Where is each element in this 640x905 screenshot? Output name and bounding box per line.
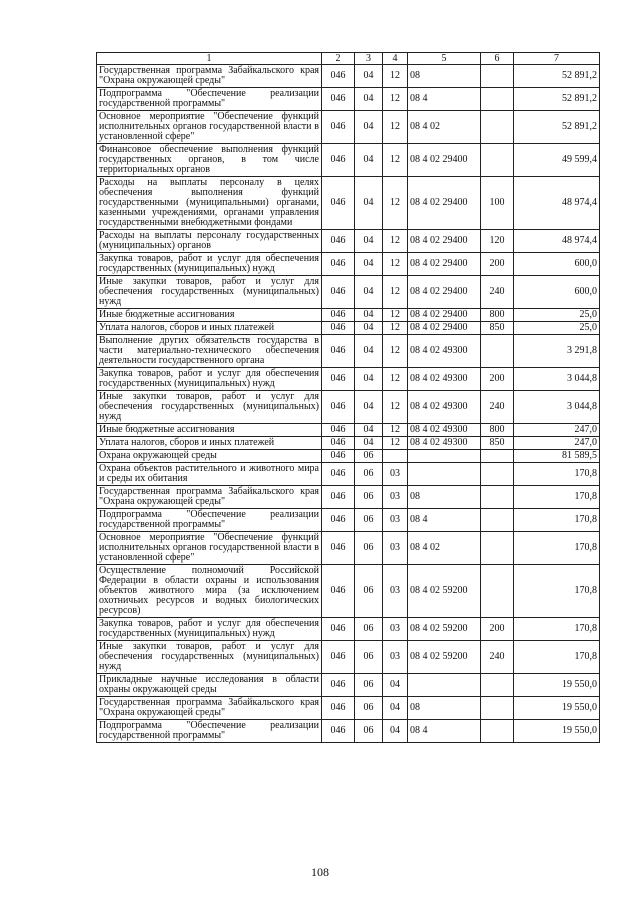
ministry-code-cell: 046: [322, 88, 355, 111]
section-cell: 04: [355, 309, 383, 322]
target-article-cell: 08 4 02 29400: [408, 144, 481, 177]
expense-type-cell: 240: [481, 641, 514, 674]
row-name-cell: Иные бюджетные ассигнования: [97, 309, 322, 322]
expense-type-cell: 850: [481, 437, 514, 450]
target-article-cell: [408, 450, 481, 463]
amount-cell: 600,0: [514, 253, 600, 276]
amount-cell: 25,0: [514, 309, 600, 322]
row-name-cell: Государственная программа Забайкальского края "Охрана окружающей среды": [97, 65, 322, 88]
ministry-code-cell: 046: [322, 177, 355, 230]
row-name-cell: Подпрограмма "Обеспечение реализации государственной программы": [97, 509, 322, 532]
budget-table: [96, 52, 600, 743]
table-body: [97, 65, 600, 743]
table-row: [97, 565, 600, 618]
row-name-cell: Охрана объектов растительного и животного мира и среды их обитания: [97, 463, 322, 486]
expense-type-cell: [481, 565, 514, 618]
expense-type-cell: [481, 65, 514, 88]
amount-cell: 52 891,2: [514, 111, 600, 144]
ministry-code-cell: 046: [322, 720, 355, 743]
row-name-cell: Основное мероприятие "Обеспечение функций исполнительных органов государственной власти в установленной сфере": [97, 111, 322, 144]
table-header-row: [97, 53, 600, 65]
ministry-code-cell: 046: [322, 276, 355, 309]
table-row: [97, 437, 600, 450]
section-cell: 04: [355, 368, 383, 391]
section-cell: 04: [355, 276, 383, 309]
table-row: [97, 65, 600, 88]
expense-type-cell: 800: [481, 309, 514, 322]
target-article-cell: 08 4 02 29400: [408, 230, 481, 253]
section-cell: 06: [355, 697, 383, 720]
target-article-cell: 08 4 02 29400: [408, 253, 481, 276]
section-cell: 06: [355, 450, 383, 463]
row-name-cell: Иные закупки товаров, работ и услуг для обеспечения государственных (муниципальных) нужд: [97, 641, 322, 674]
amount-cell: 48 974,4: [514, 177, 600, 230]
section-cell: 04: [355, 335, 383, 368]
ministry-code-cell: 046: [322, 509, 355, 532]
subsection-cell: 12: [383, 335, 408, 368]
expense-type-cell: 240: [481, 391, 514, 424]
ministry-code-cell: 046: [322, 111, 355, 144]
expense-type-cell: 100: [481, 177, 514, 230]
row-name-cell: Государственная программа Забайкальского края "Охрана окружающей среды": [97, 697, 322, 720]
target-article-cell: 08 4 02 59200: [408, 641, 481, 674]
table-row: [97, 335, 600, 368]
subsection-cell: 12: [383, 309, 408, 322]
amount-cell: 25,0: [514, 322, 600, 335]
subsection-cell: 12: [383, 276, 408, 309]
subsection-cell: 12: [383, 322, 408, 335]
ministry-code-cell: 046: [322, 253, 355, 276]
amount-cell: 49 599,4: [514, 144, 600, 177]
target-article-cell: 08: [408, 486, 481, 509]
table-row: [97, 391, 600, 424]
target-article-cell: 08 4 02 29400: [408, 322, 481, 335]
target-article-cell: 08: [408, 65, 481, 88]
ministry-code-cell: 046: [322, 309, 355, 322]
subsection-cell: 03: [383, 463, 408, 486]
table-row: [97, 532, 600, 565]
row-name-cell: Закупка товаров, работ и услуг для обеспечения государственных (муниципальных) нужд: [97, 368, 322, 391]
expense-type-cell: 240: [481, 276, 514, 309]
table-row: [97, 230, 600, 253]
ministry-code-cell: 046: [322, 641, 355, 674]
ministry-code-cell: 046: [322, 424, 355, 437]
section-cell: 04: [355, 65, 383, 88]
section-cell: 04: [355, 177, 383, 230]
section-cell: 04: [355, 424, 383, 437]
ministry-code-cell: 046: [322, 335, 355, 368]
amount-cell: 170,8: [514, 486, 600, 509]
row-name-cell: Расходы на выплаты персоналу в целях обеспечения выполнения функций государственными (муниципальными) органами, казенными учреждениями, органами управления государственными внебюджетными фондами: [97, 177, 322, 230]
target-article-cell: 08 4: [408, 720, 481, 743]
target-article-cell: 08 4 02 49300: [408, 335, 481, 368]
ministry-code-cell: 046: [322, 463, 355, 486]
row-name-cell: Закупка товаров, работ и услуг для обеспечения государственных (муниципальных) нужд: [97, 253, 322, 276]
amount-cell: 3 291,8: [514, 335, 600, 368]
expense-type-cell: 200: [481, 618, 514, 641]
expense-type-cell: 800: [481, 424, 514, 437]
row-name-cell: Охрана окружающей среды: [97, 450, 322, 463]
expense-type-cell: 200: [481, 368, 514, 391]
table-row: [97, 88, 600, 111]
section-cell: 04: [355, 230, 383, 253]
table-row: [97, 509, 600, 532]
subsection-cell: 03: [383, 532, 408, 565]
subsection-cell: 12: [383, 65, 408, 88]
row-name-cell: Основное мероприятие "Обеспечение функций исполнительных органов государственной власти в установленной сфере": [97, 532, 322, 565]
target-article-cell: 08 4 02 49300: [408, 424, 481, 437]
table-row: [97, 276, 600, 309]
amount-cell: 170,8: [514, 463, 600, 486]
page-number: 108: [311, 865, 329, 879]
table-row: [97, 618, 600, 641]
section-cell: 06: [355, 618, 383, 641]
section-cell: 04: [355, 144, 383, 177]
section-cell: 04: [355, 88, 383, 111]
ministry-code-cell: 046: [322, 230, 355, 253]
amount-cell: 52 891,2: [514, 88, 600, 111]
amount-cell: 19 550,0: [514, 720, 600, 743]
row-name-cell: Иные закупки товаров, работ и услуг для обеспечения государственных (муниципальных) нужд: [97, 276, 322, 309]
subsection-cell: 03: [383, 565, 408, 618]
row-name-cell: Иные закупки товаров, работ и услуг для обеспечения государственных (муниципальных) нужд: [97, 391, 322, 424]
section-cell: 06: [355, 674, 383, 697]
table-row: [97, 322, 600, 335]
row-name-cell: Выполнение других обязательств государства в части материально-технического обеспечения деятельности государственного органа: [97, 335, 322, 368]
ministry-code-cell: 046: [322, 618, 355, 641]
expense-type-cell: [481, 111, 514, 144]
column-header: 4: [383, 53, 408, 65]
expense-type-cell: [481, 144, 514, 177]
ministry-code-cell: 046: [322, 391, 355, 424]
target-article-cell: [408, 674, 481, 697]
amount-cell: 3 044,8: [514, 368, 600, 391]
table-row: [97, 697, 600, 720]
ministry-code-cell: 046: [322, 674, 355, 697]
table-row: [97, 144, 600, 177]
section-cell: 06: [355, 720, 383, 743]
expense-type-cell: [481, 335, 514, 368]
table-row: [97, 486, 600, 509]
table-row: [97, 450, 600, 463]
row-name-cell: Прикладные научные исследования в области охраны окружающей среды: [97, 674, 322, 697]
column-header: 5: [408, 53, 481, 65]
amount-cell: 52 891,2: [514, 65, 600, 88]
target-article-cell: 08: [408, 697, 481, 720]
target-article-cell: 08 4 02 29400: [408, 177, 481, 230]
subsection-cell: 12: [383, 391, 408, 424]
subsection-cell: 12: [383, 88, 408, 111]
ministry-code-cell: 046: [322, 697, 355, 720]
target-article-cell: 08 4 02 49300: [408, 368, 481, 391]
amount-cell: 600,0: [514, 276, 600, 309]
target-article-cell: 08 4 02 29400: [408, 276, 481, 309]
target-article-cell: 08 4 02: [408, 111, 481, 144]
subsection-cell: 12: [383, 253, 408, 276]
table-row: [97, 463, 600, 486]
amount-cell: 170,8: [514, 618, 600, 641]
target-article-cell: 08 4: [408, 88, 481, 111]
table-row: [97, 177, 600, 230]
row-name-cell: Расходы на выплаты персоналу государственных (муниципальных) органов: [97, 230, 322, 253]
subsection-cell: 12: [383, 111, 408, 144]
amount-cell: 81 589,5: [514, 450, 600, 463]
target-article-cell: [408, 463, 481, 486]
amount-cell: 19 550,0: [514, 674, 600, 697]
subsection-cell: 12: [383, 144, 408, 177]
target-article-cell: 08 4 02 49300: [408, 391, 481, 424]
section-cell: 06: [355, 486, 383, 509]
column-header: 2: [322, 53, 355, 65]
subsection-cell: 03: [383, 486, 408, 509]
table-row: [97, 720, 600, 743]
section-cell: 04: [355, 111, 383, 144]
row-name-cell: Финансовое обеспечение выполнения функций государственных органов, в том числе территориальных органов: [97, 144, 322, 177]
row-name-cell: Уплата налогов, сборов и иных платежей: [97, 437, 322, 450]
target-article-cell: 08 4 02 49300: [408, 437, 481, 450]
target-article-cell: 08 4: [408, 509, 481, 532]
expense-type-cell: [481, 720, 514, 743]
ministry-code-cell: 046: [322, 144, 355, 177]
expense-type-cell: [481, 486, 514, 509]
subsection-cell: [383, 450, 408, 463]
target-article-cell: 08 4 02: [408, 532, 481, 565]
table-row: [97, 368, 600, 391]
ministry-code-cell: 046: [322, 368, 355, 391]
section-cell: 04: [355, 391, 383, 424]
expense-type-cell: [481, 674, 514, 697]
subsection-cell: 12: [383, 437, 408, 450]
subsection-cell: 04: [383, 720, 408, 743]
table-row: [97, 424, 600, 437]
section-cell: 04: [355, 253, 383, 276]
row-name-cell: Закупка товаров, работ и услуг для обеспечения государственных (муниципальных) нужд: [97, 618, 322, 641]
row-name-cell: Подпрограмма "Обеспечение реализации государственной программы": [97, 720, 322, 743]
target-article-cell: 08 4 02 59200: [408, 618, 481, 641]
subsection-cell: 12: [383, 424, 408, 437]
column-header: 3: [355, 53, 383, 65]
amount-cell: 170,8: [514, 532, 600, 565]
ministry-code-cell: 046: [322, 450, 355, 463]
expense-type-cell: 850: [481, 322, 514, 335]
ministry-code-cell: 046: [322, 486, 355, 509]
expense-type-cell: [481, 88, 514, 111]
subsection-cell: 12: [383, 368, 408, 391]
subsection-cell: 12: [383, 177, 408, 230]
amount-cell: 170,8: [514, 509, 600, 532]
row-name-cell: Уплата налогов, сборов и иных платежей: [97, 322, 322, 335]
section-cell: 06: [355, 565, 383, 618]
table-row: [97, 641, 600, 674]
expense-type-cell: 200: [481, 253, 514, 276]
amount-cell: 170,8: [514, 641, 600, 674]
ministry-code-cell: 046: [322, 565, 355, 618]
subsection-cell: 04: [383, 697, 408, 720]
section-cell: 06: [355, 532, 383, 565]
expense-type-cell: [481, 463, 514, 486]
table-row: [97, 674, 600, 697]
row-name-cell: Иные бюджетные ассигнования: [97, 424, 322, 437]
column-header: 6: [481, 53, 514, 65]
subsection-cell: 03: [383, 509, 408, 532]
ministry-code-cell: 046: [322, 65, 355, 88]
expense-type-cell: 120: [481, 230, 514, 253]
section-cell: 06: [355, 641, 383, 674]
expense-type-cell: [481, 509, 514, 532]
column-header: 7: [514, 53, 600, 65]
subsection-cell: 03: [383, 641, 408, 674]
row-name-cell: Государственная программа Забайкальского края "Охрана окружающей среды": [97, 486, 322, 509]
amount-cell: 48 974,4: [514, 230, 600, 253]
amount-cell: 19 550,0: [514, 697, 600, 720]
amount-cell: 247,0: [514, 437, 600, 450]
subsection-cell: 12: [383, 230, 408, 253]
expense-type-cell: [481, 532, 514, 565]
table-row: [97, 111, 600, 144]
section-cell: 04: [355, 322, 383, 335]
row-name-cell: Подпрограмма "Обеспечение реализации государственной программы": [97, 88, 322, 111]
ministry-code-cell: 046: [322, 437, 355, 450]
expense-type-cell: [481, 450, 514, 463]
ministry-code-cell: 046: [322, 322, 355, 335]
section-cell: 04: [355, 437, 383, 450]
section-cell: 06: [355, 509, 383, 532]
amount-cell: 3 044,8: [514, 391, 600, 424]
ministry-code-cell: 046: [322, 532, 355, 565]
expense-type-cell: [481, 697, 514, 720]
subsection-cell: 04: [383, 674, 408, 697]
subsection-cell: 03: [383, 618, 408, 641]
amount-cell: 247,0: [514, 424, 600, 437]
target-article-cell: 08 4 02 29400: [408, 309, 481, 322]
amount-cell: 170,8: [514, 565, 600, 618]
column-header: 1: [97, 53, 322, 65]
target-article-cell: 08 4 02 59200: [408, 565, 481, 618]
row-name-cell: Осуществление полномочий Российской Федерации в области охраны и использования объектов животного мира (за исключением охотничьих ресурсов и водных биологических ресурсов): [97, 565, 322, 618]
table-row: [97, 253, 600, 276]
section-cell: 06: [355, 463, 383, 486]
table-row: [97, 309, 600, 322]
